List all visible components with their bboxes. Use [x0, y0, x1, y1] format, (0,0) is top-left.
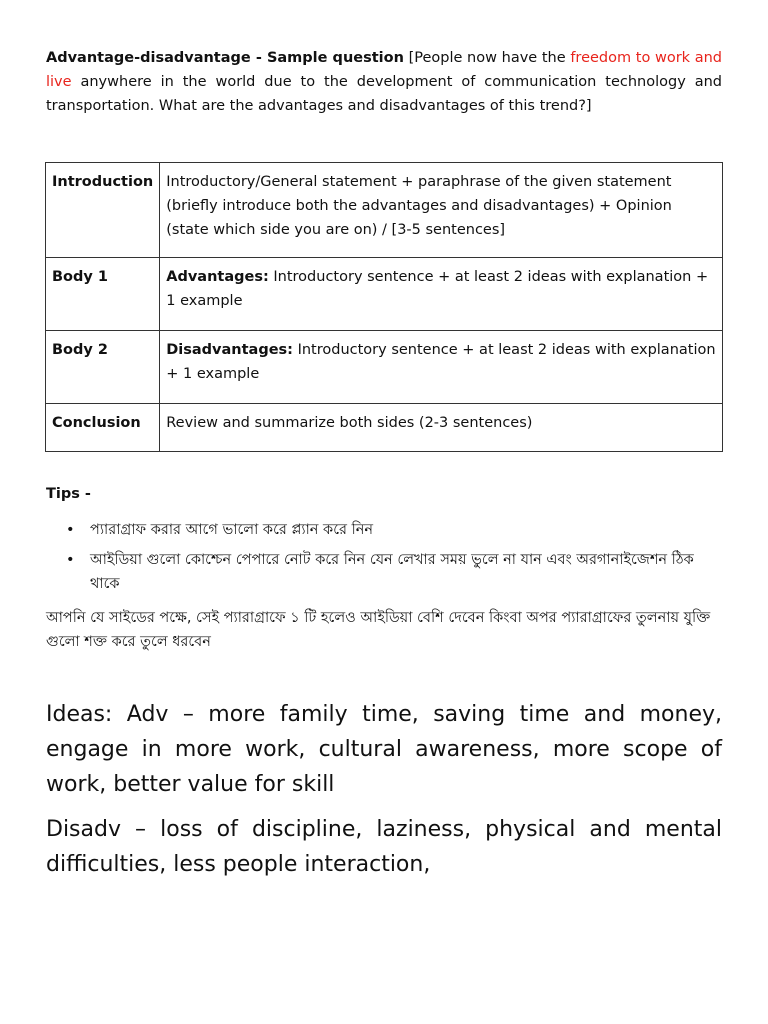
row-description — [160, 404, 723, 452]
tips-paragraph: আপনি যে সাইডের পক্ষে, সেই প্যারাগ্রাফে ১ টি হলেও আইডিয়া বেশি দেবেন কিংবা অপর প্যারাগ্রাফের তুলনায় যুক্তি গুলো শক্ত করে তুলে ধরবেন — [46, 610, 711, 650]
row-label: Introduction — [46, 163, 160, 258]
table-row — [46, 404, 723, 452]
ideas-section — [46, 697, 722, 892]
row-label: Body 1 — [46, 258, 160, 331]
row-label: Conclusion — [46, 404, 160, 452]
table-row — [46, 163, 723, 258]
ideas-advantages: Ideas: Adv – more family time, saving time and money, engage in more work, cultural awareness, more scope of work, better value for skill — [46, 702, 722, 797]
tips-list — [46, 518, 722, 602]
row-bold-prefix: Disadvantages: — [166, 342, 293, 358]
row-text: Review and summarize both sides (2-3 sentences) — [166, 415, 533, 431]
question-text-end: anywhere in the world due to the development of communication technology and transportation. What are the advantages and disadvantages of this trend?] — [46, 74, 722, 114]
table-row — [46, 331, 723, 404]
list-item — [46, 518, 722, 542]
list-item — [46, 548, 722, 596]
row-description — [160, 331, 723, 404]
row-text: Introductory sentence + at least 2 ideas with explanation + 1 example — [166, 269, 709, 309]
tip-text: আইডিয়া গুলো কোশ্চেন পেপারে নোট করে নিন যেন লেখার সময় ভুলে না যান এবং অরগানাইজেশন ঠিক থাকে — [90, 552, 694, 592]
tips-heading: Tips - — [46, 486, 91, 502]
row-description — [160, 258, 723, 331]
sample-question-heading: Advantage-disadvantage - Sample question — [46, 50, 404, 66]
row-text: Introductory/General statement + paraphrase of the given statement (briefly introduce both the advantages and disadvantages) + Opinion (state which side you are on) / [3-5 sentences] — [166, 174, 672, 238]
ideas-disadvantages: Disadv – loss of discipline, laziness, physical and mental difficulties, less people interaction, — [46, 817, 722, 877]
bullet-icon: • — [66, 522, 75, 538]
question-text-start: [People now have the — [403, 50, 571, 66]
question-highlight: freedom to work and live — [46, 50, 723, 90]
row-bold-prefix: Advantages: — [166, 269, 269, 285]
sample-question — [46, 46, 722, 118]
tip-text: প্যারাগ্রাফ করার আগে ভালো করে প্ল্যান করে নিন — [90, 522, 374, 538]
bullet-icon: • — [66, 552, 75, 568]
essay-structure-table — [45, 162, 723, 452]
row-label: Body 2 — [46, 331, 160, 404]
row-description — [160, 163, 723, 258]
row-text: Introductory sentence + at least 2 ideas with explanation + 1 example — [166, 342, 716, 382]
table-row — [46, 258, 723, 331]
